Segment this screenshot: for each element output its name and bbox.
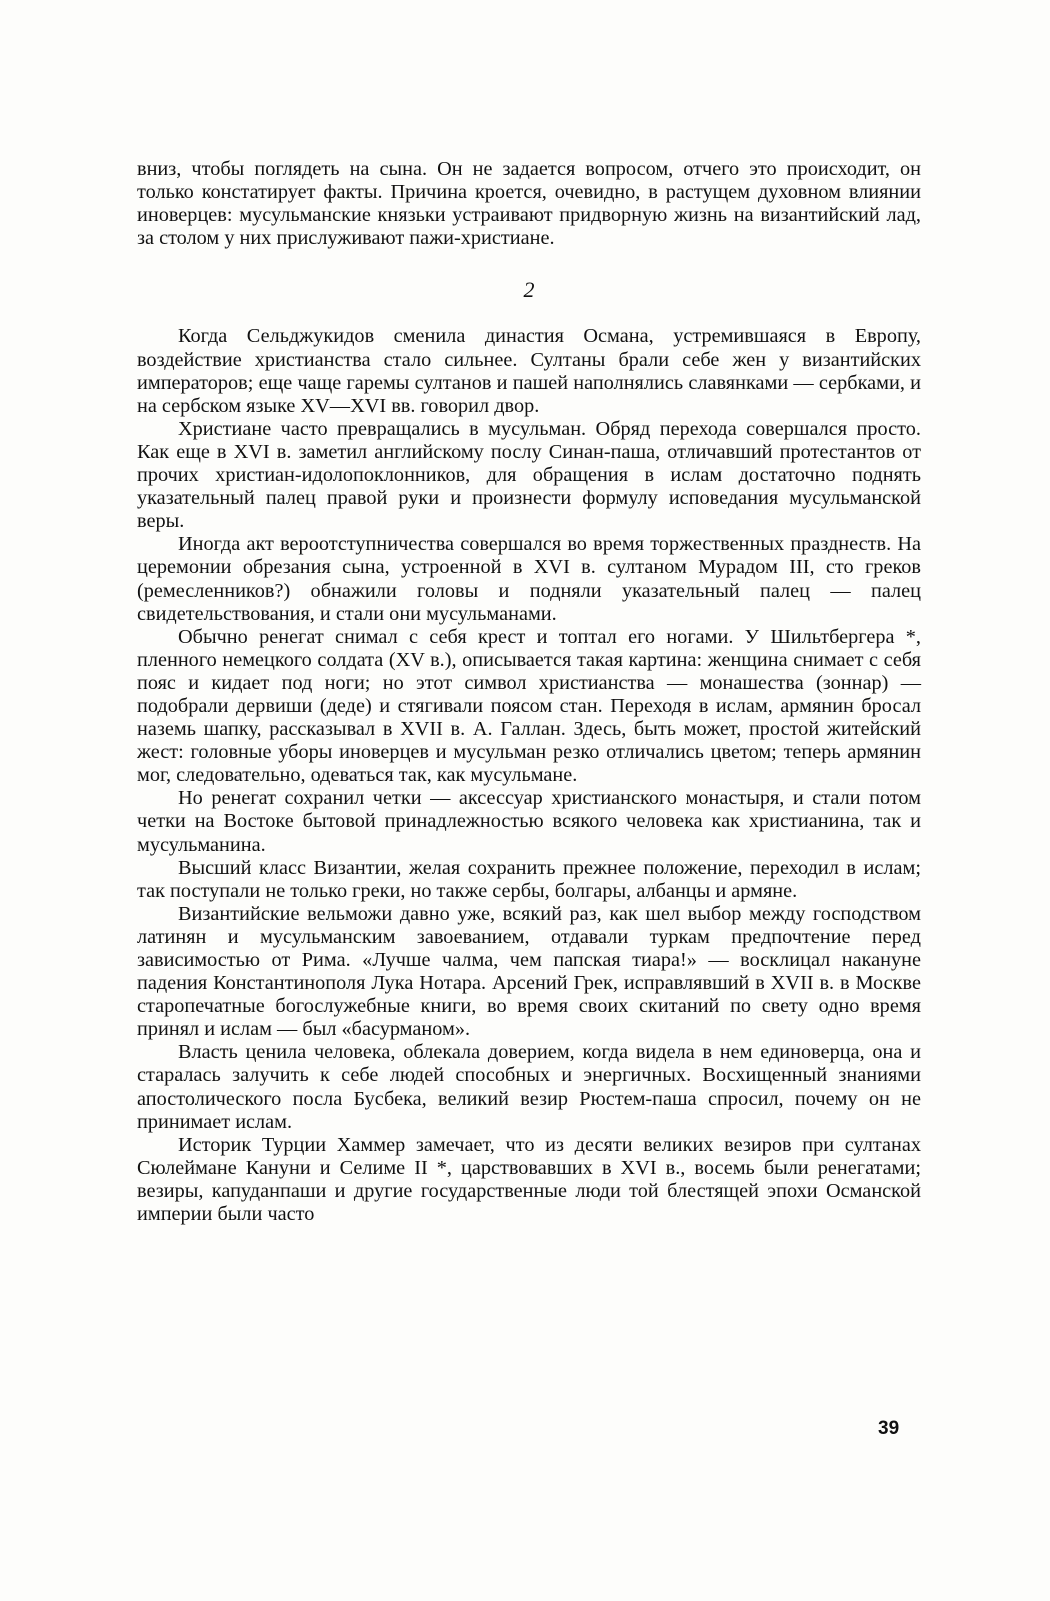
paragraph: Иногда акт вероотступничества совершался во время торжественных празднеств. На церемонии обрезания сына, устроенной в XVI в. султаном Мурадом III, сто греков (ремесленников?) обнажили головы и подняли указательный палец — палец свидетельствования, и стали они мусульманами. xyxy=(137,533,921,625)
paragraph: Но ренегат сохранил четки — аксессуар христианского монастыря, и стали потом четки на Востоке бытовой принадлежностью всякого человека как христианина, так и мусульманина. xyxy=(137,787,921,856)
paragraph: Историк Турции Хаммер замечает, что из десяти великих везиров при султанах Сюлеймане Кануни и Селиме II *, царствовавших в XVI в., восемь были ренегатами; везиры, капуданпаши и другие государственные люди той блестящей эпохи Османской империи были часто xyxy=(137,1133,921,1226)
section-number: 2 xyxy=(523,277,535,303)
paragraph: Когда Сельджукидов сменила династия Османа, устремившаяся в Европу, воздействие христианства стало сильнее. Султаны брали себе жен у византийских императоров; еще чаще гаремы султанов и пашей наполнялись славянками — сербками, и на сербском языке XV—XVI вв. говорил двор. xyxy=(137,325,921,417)
page-number: 39 xyxy=(878,1418,900,1439)
paragraph: Обычно ренегат снимал с себя крест и топтал его ногами. У Шильтбергера *, пленного немецкого солдата (XV в.), описывается такая картина: женщина снимает с себя пояс и кидает под ноги; но этот символ христианства — монашества (зоннар) — подобрали дервиши (деде) и стягивали поясом стан. Переходя в ислам, армянин бросал наземь шапку, рассказывал в XVII в. А. Галлан. Здесь, быть может, простой житейский жест: головные уборы иноверцев и мусульман резко отличались цветом; теперь армянин мог, следовательно, одеваться так, как мусульмане. xyxy=(137,625,921,787)
paragraph: Византийские вельможи давно уже, всякий раз, как шел выбор между господством латинян и мусульманским завоеванием, отдавали туркам предпочтение перед зависимостью от Рима. «Лучше чалма, чем папская тиара!» — восклицал накануне падения Константинополя Лука Нотара. Арсений Грек, исправлявший в XVII в. в Москве старопечатные богослужебные книги, во время своих скитаний по свету одно время принял и ислам — был «басурманом». xyxy=(137,902,921,1041)
opening-paragraph: вниз, чтобы поглядеть на сына. Он не задается вопросом, отчего это происходит, он только констатирует факты. Причина кроется, очевидно, в растущем духовном влиянии иноверцев: мусульманские князьки устраивают придворную жизнь на византийский лад, за столом у них прислуживают пажи-христиане. xyxy=(137,158,921,250)
paragraph: Высший класс Византии, желая сохранить прежнее положение, переходил в ислам; так поступали не только греки, но также сербы, болгары, албанцы и армяне. xyxy=(137,856,921,902)
body-text xyxy=(137,158,921,1226)
paragraph: Христиане часто превращались в мусульман. Обряд перехода совершался просто. Как еще в XVI в. заметил английскому послу Синан-паша, отличавший протестантов от прочих христиан-идолопоклонников, для обращения в ислам достаточно поднять указательный палец правой руки и произнести формулу исповедания мусульманской веры. xyxy=(137,417,921,533)
paragraph: Власть ценила человека, облекала доверием, когда видела в нем единоверца, она и старалась залучить к себе людей способных и энергичных. Восхищенный знаниями апостолического посла Бусбека, великий везир Рюстем-паша спросил, почему он не принимает ислам. xyxy=(137,1041,921,1133)
